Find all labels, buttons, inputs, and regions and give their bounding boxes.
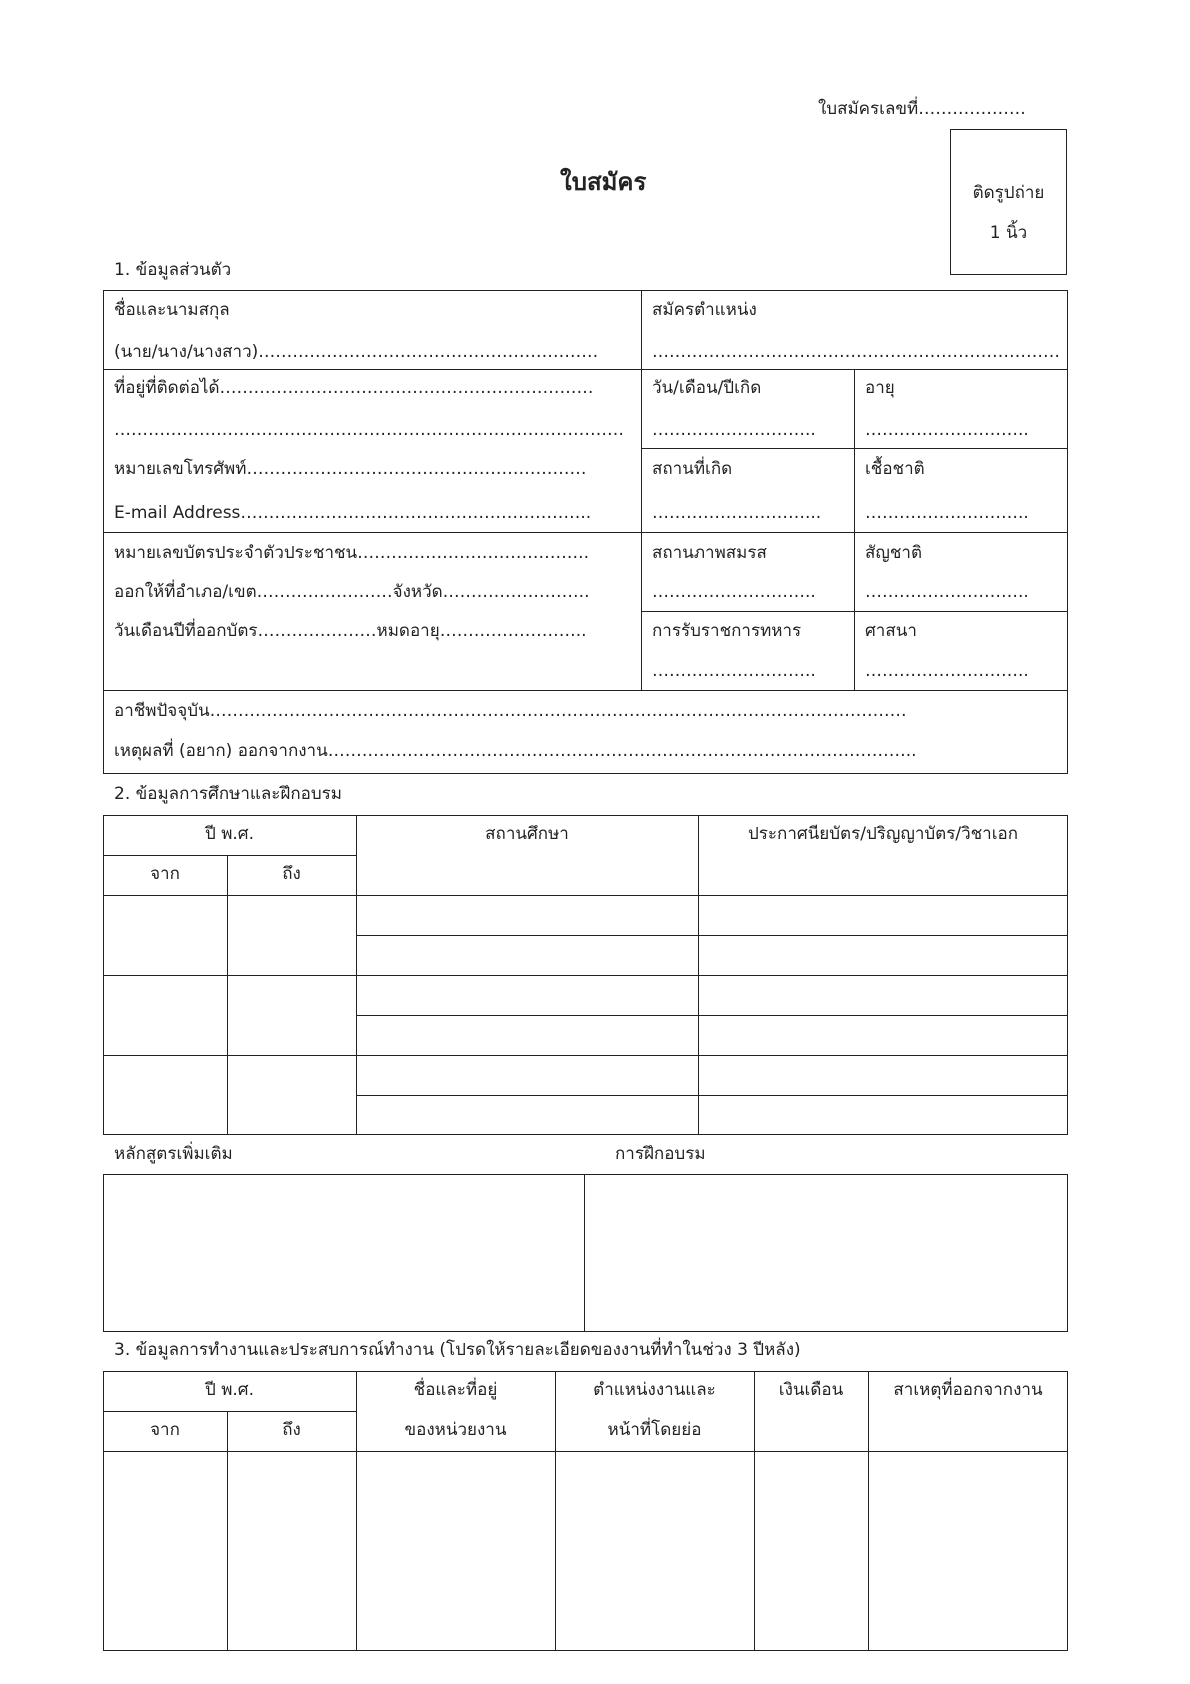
section1-heading: 1. ข้อมูลส่วนตัว bbox=[114, 260, 232, 280]
extra-courses-area[interactable] bbox=[106, 1177, 582, 1329]
age-field[interactable]: ……………………….. bbox=[865, 420, 1029, 440]
id-card-field[interactable]: หมายเลขบัตรประจำตัวประชาชน………………………………….. bbox=[114, 543, 589, 563]
birthplace-field[interactable]: ………………………... bbox=[652, 503, 822, 523]
email-field[interactable]: E-mail Address…………………………………………………….. bbox=[114, 503, 592, 523]
nationality-label: สัญชาติ bbox=[865, 543, 922, 563]
application-number: ใบสมัครเลขที่………………. bbox=[818, 99, 1026, 119]
birth-date-field[interactable]: ……………………….. bbox=[652, 420, 816, 440]
name-field[interactable]: (นาย/นาง/นางสาว)…………………………………………………… bbox=[114, 342, 599, 362]
religion-label: ศาสนา bbox=[865, 621, 917, 641]
issued-date-field[interactable]: วันเดือนปีที่ออกบัตร…………………หมดอายุ…………………….. bbox=[114, 621, 587, 641]
issued-at-field[interactable]: ออกให้ที่อำเภอ/เขต……………………จังหวัด…………………….. bbox=[114, 582, 590, 602]
marital-label: สถานภาพสมรส bbox=[652, 543, 767, 563]
age-label: อายุ bbox=[865, 378, 895, 398]
work-col-position: ตำแหน่งงานและ bbox=[593, 1380, 716, 1400]
edu-col-year: ปี พ.ศ. bbox=[205, 824, 254, 844]
military-field[interactable]: ……………………….. bbox=[652, 661, 816, 681]
work-col-reason: สาเหตุที่ออกจากงาน bbox=[893, 1380, 1043, 1400]
address-field-line2[interactable]: ……………………………………………………………………………… bbox=[114, 420, 624, 440]
address-field[interactable]: ที่อยู่ที่ติดต่อได้………………………………………………………… bbox=[114, 378, 594, 398]
birth-date-label: วัน/เดือน/ปีเกิด bbox=[652, 378, 762, 398]
phone-field[interactable]: หมายเลขโทรศัพท์…………………………………………………… bbox=[114, 459, 587, 479]
edu-col-degree: ประกาศนียบัตร/ปริญญาบัตร/วิชาเอก bbox=[747, 824, 1019, 844]
position-field[interactable]: ……………………………………………………………… bbox=[652, 342, 1060, 362]
work-col-salary: เงินเดือน bbox=[778, 1380, 844, 1400]
marital-field[interactable]: ……………………….. bbox=[652, 582, 816, 602]
page-title: ใบสมัคร bbox=[560, 168, 647, 196]
work-col-to: ถึง bbox=[282, 1420, 301, 1440]
military-label: การรับราชการทหาร bbox=[652, 621, 802, 641]
name-label: ชื่อและนามสกุล bbox=[114, 300, 230, 320]
race-label: เชื้อชาติ bbox=[865, 459, 925, 479]
photo-label: ติดรูปถ่าย bbox=[972, 183, 1045, 203]
training-area[interactable] bbox=[587, 1177, 1065, 1329]
religion-field[interactable]: ……………………….. bbox=[865, 661, 1029, 681]
work-table bbox=[103, 1371, 1068, 1651]
birthplace-label: สถานที่เกิด bbox=[652, 459, 733, 479]
photo-size: 1 นิ้ว bbox=[989, 223, 1028, 243]
section2-heading: 2. ข้อมูลการศึกษาและฝึกอบรม bbox=[114, 784, 342, 804]
section3-heading: 3. ข้อมูลการทำงานและประสบการณ์ทำงาน (โปรดให้รายละเอียดของงานที่ทำในช่วง 3 ปีหลัง) bbox=[114, 1340, 801, 1360]
position-label: สมัครตำแหน่ง bbox=[652, 300, 757, 320]
race-field[interactable]: ……………………….. bbox=[865, 503, 1029, 523]
work-col-year: ปี พ.ศ. bbox=[205, 1380, 254, 1400]
edu-col-to: ถึง bbox=[282, 864, 301, 884]
work-col-company: ชื่อและที่อยู่ bbox=[413, 1380, 498, 1400]
nationality-field[interactable]: ……………………….. bbox=[865, 582, 1029, 602]
edu-col-institution: สถานศึกษา bbox=[485, 824, 569, 844]
work-col-from: จาก bbox=[150, 1420, 180, 1440]
occupation-field[interactable]: อาชีพปัจจุบัน…………………………………………………………………………………………………………… bbox=[114, 701, 907, 721]
photo-box bbox=[950, 129, 1067, 275]
work-col-company-2: ของหน่วยงาน bbox=[404, 1420, 507, 1440]
training-label: การฝึกอบรม bbox=[615, 1144, 706, 1164]
work-col-position-2: หน้าที่โดยย่อ bbox=[607, 1420, 702, 1440]
reason-field[interactable]: เหตุผลที่ (อยาก) ออกจากงาน………………………………………………………………………………………….. bbox=[114, 741, 917, 761]
edu-col-from: จาก bbox=[150, 864, 180, 884]
extra-courses-label: หลักสูตรเพิ่มเติม bbox=[114, 1144, 233, 1164]
